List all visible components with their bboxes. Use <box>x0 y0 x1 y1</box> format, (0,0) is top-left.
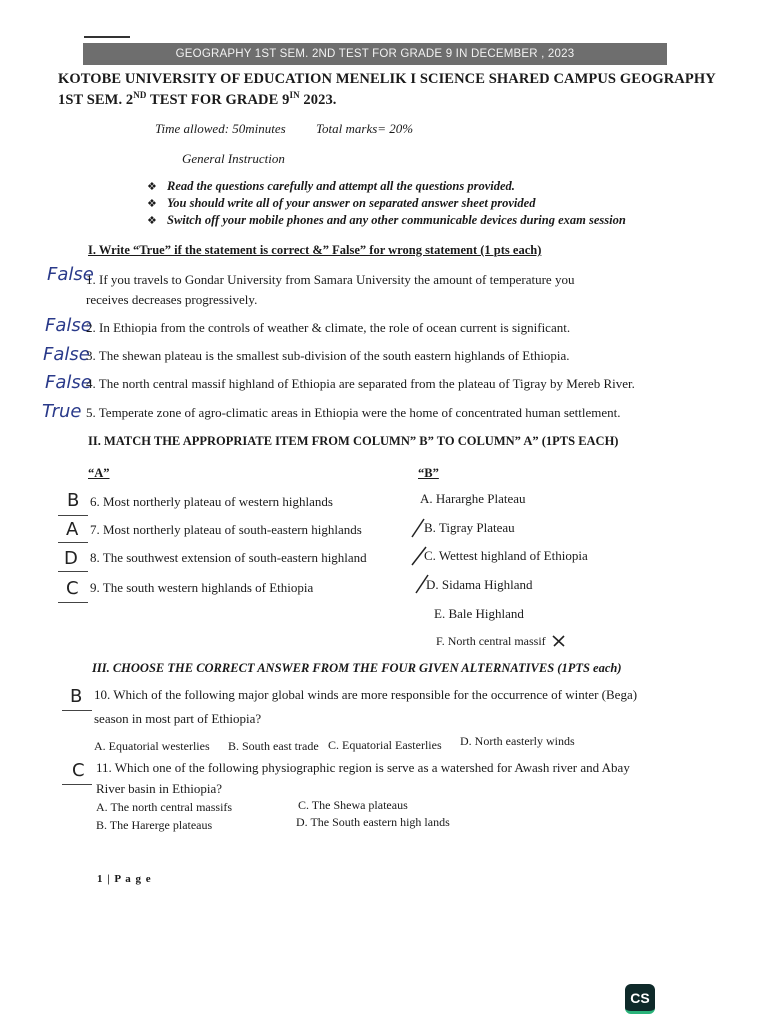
handwritten-answer-6: B <box>67 490 80 511</box>
handwritten-answer-2: False <box>45 315 92 336</box>
exam-banner: GEOGRAPHY 1ST SEM. 2ND TEST FOR GRADE 9 IN DECEMBER , 2023 <box>83 43 667 65</box>
q10-option-c: C. Equatorial Easterlies <box>328 738 442 752</box>
header-line-1: KOTOBE UNIVERSITY OF EDUCATION MENELIK I SCIENCE SHARED CAMPUS GEOGRAPHY <box>58 71 716 87</box>
handwritten-answer-5: True <box>42 401 82 422</box>
bullet-icon: ❖ <box>147 198 157 210</box>
x-mark <box>551 634 567 648</box>
question-10: 10. Which of the following major global winds are more responsible for the occurrence of winter (Bega) <box>94 687 638 702</box>
question-11-cont: River basin in Ethiopia? <box>96 781 223 796</box>
question-3: 3. The shewan plateau is the smallest sub-division of the south eastern highlands of Ethiopia. <box>86 348 570 363</box>
section-2-title: II. MATCH THE APPROPRIATE ITEM FROM COLUMN” B” TO COLUMN” A” (1PTS EACH) <box>88 434 619 448</box>
question-2: 2. In Ethiopia from the controls of weather & climate, the role of ocean current is significant. <box>86 320 571 335</box>
top-rule <box>84 36 130 38</box>
handwritten-answer-3: False <box>43 344 90 365</box>
section-3-title: III. CHOOSE THE CORRECT ANSWER FROM THE FOUR GIVEN ALTERNATIVES (1PTS each) <box>92 661 622 675</box>
question-1: 1. If you travels to Gondar University from Samara University the amount of temperature you <box>86 272 575 287</box>
camscanner-logo: CS <box>625 984 655 1014</box>
question-6: 6. Most northerly plateau of western highlands <box>90 494 333 509</box>
option-b: B. Tigray Plateau <box>424 520 515 535</box>
option-a: A. Hararghe Plateau <box>420 491 526 506</box>
page-number: 1 | P a g e <box>97 873 152 885</box>
strike-mark <box>412 547 426 565</box>
q10-option-a: A. Equatorial westerlies <box>94 739 210 753</box>
q10-option-b: B. South east trade <box>228 739 319 753</box>
question-4: 4. The north central massif highland of Ethiopia are separated from the plateau of Tigray by Mereb River. <box>86 376 635 391</box>
instruction-item: ❖ Read the questions carefully and attempt all the questions provided. <box>147 179 515 193</box>
q10-option-d: D. North easterly winds <box>460 734 575 748</box>
handwritten-answer-9: C <box>66 578 79 599</box>
question-5: 5. Temperate zone of agro-climatic areas in Ethiopia were the home of concentrated human settlement. <box>86 405 621 420</box>
handwritten-answer-11: C <box>72 760 85 781</box>
bullet-icon: ❖ <box>147 181 157 193</box>
question-9: 9. The south western highlands of Ethiopia <box>90 580 314 595</box>
handwritten-answer-7: A <box>66 519 79 540</box>
option-f: F. North central massif <box>436 634 546 648</box>
option-e: E. Bale Highland <box>434 606 524 621</box>
column-b-header: “B” <box>418 466 439 480</box>
handwritten-answer-4: False <box>45 372 92 393</box>
instruction-item: ❖ Switch off your mobile phones and any other communicable devices during exam session <box>147 213 626 227</box>
general-instruction-title: General Instruction <box>182 151 285 166</box>
q11-option-b: B. The Harerge plateaus <box>96 818 213 832</box>
bullet-icon: ❖ <box>147 215 157 227</box>
q11-option-c: C. The Shewa plateaus <box>298 798 408 812</box>
q11-option-d: D. The South eastern high lands <box>296 815 450 829</box>
total-marks: Total marks= 20% <box>316 121 414 136</box>
handwritten-answer-1: False <box>47 264 94 285</box>
question-10-cont: season in most part of Ethiopia? <box>94 711 262 726</box>
column-a-header: “A” <box>88 466 110 480</box>
answer-line <box>62 784 92 785</box>
instruction-item: ❖ You should write all of your answer on separated answer sheet provided <box>147 196 536 210</box>
question-8: 8. The southwest extension of south-eastern highland <box>90 550 367 565</box>
strike-mark <box>412 519 424 537</box>
time-allowed: Time allowed: 50minutes <box>155 121 286 136</box>
answer-line <box>58 571 88 572</box>
strike-marks <box>410 515 430 615</box>
option-d: D. Sidama Highland <box>426 577 533 592</box>
question-7: 7. Most northerly plateau of south-eastern highlands <box>90 522 362 537</box>
answer-line <box>58 515 88 516</box>
option-c: C. Wettest highland of Ethiopia <box>424 548 588 563</box>
handwritten-answer-8: D <box>64 548 78 569</box>
strike-mark <box>416 575 428 593</box>
q11-option-a: A. The north central massifs <box>96 800 233 814</box>
answer-line <box>62 710 92 711</box>
header-line-2: 1ST SEM. 2ND TEST FOR GRADE $9^{IN}$ 2023. <box>58 90 337 108</box>
answer-line <box>58 602 88 603</box>
answer-line <box>58 542 88 543</box>
question-11: 11. Which one of the following physiographic region is serve as a watershed for Awash river and Abay <box>96 760 630 775</box>
question-1-cont: receives decreases progressively. <box>86 292 258 307</box>
section-1-title: I. Write “True” if the statement is correct &” False” for wrong statement (1 pts each) <box>88 243 542 257</box>
handwritten-answer-10: B <box>70 686 83 707</box>
